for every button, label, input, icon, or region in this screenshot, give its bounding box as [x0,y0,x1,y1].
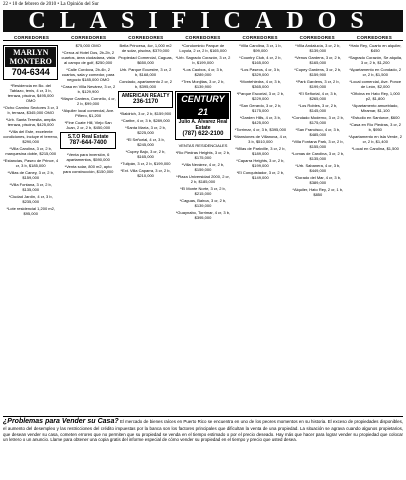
listing-item: *Urb. Santa Teresita, amplia terraza, piscina, $425,000 [5,117,56,127]
section-label: CORREDORES [3,34,60,41]
listing-item: *Sagrado Corazón, Se alquila, 3 cr, 2 b, $1,200 [348,55,403,65]
listing-item: *Mansiones de Villanova, 4 cr, 3 b, $510,000 [233,134,288,144]
listing-item: Condado, apartamento 2 cr, 2 b, $395,000 [119,79,173,89]
section-label: CORREDORES [117,34,174,41]
column-5 [233,43,288,413]
listing-item: *El Monte Norte, 3 cr, 2 b, $215,000 [180,186,226,196]
listing-item: *Calle Cordova, 2b-4b, 2 cuartos, sala y comedor, para negocio $185,000 OMO [61,67,115,82]
listing-item: *Parque Escorial, 3 cr, 2 b, $229,000 [236,91,285,101]
listing-item: *Los Caobos, 4 cr, 3 b, $289,000 [182,67,224,77]
column-2 [60,43,115,413]
listing-item: Urb. Parque Ecuestre, 3 cr, 2 b, $168,000 [119,67,172,77]
listing-item: *Venta solar, 800 m2, apto para construcción, $150,000 [62,164,114,174]
sto-real-estate-ad [60,132,115,149]
listing-item: *San Gerardo, 3 cr, 2 b, $175,000 [239,103,282,113]
listing-item: *Villa Carolina, 3 cr, 2 b, marquesina doble, $215,000 [5,146,57,156]
listing-item: *Caparra Heights, 3 cr, 2 b, $199,000 [236,158,285,168]
listing-item: *El Conquistador, 3 cr, 2 b, $149,000 [236,170,285,180]
listing-item: *Montehiedra, 4 cr, 3 b, $365,000 [239,79,282,89]
listing-item: *Villas de Parkville, 3 cr, 2 b, $189,000 [235,146,286,156]
ad-title: S.T.O Real Estate [67,134,109,140]
listing-item: *Alquiler, Hato Rey, 2 cr, 1 b, $850 [292,187,344,197]
listing-item: *Urb. Sabanera, 4 cr, 3 b, $449,000 [295,163,341,173]
section-label: CORREDORES [289,34,346,41]
listing-item: *Villa Fontana Park, 3 cr, 2 b, $155,000 [291,139,344,149]
listing-item: *Country Club, 4 cr, 2 b, $165,000 [239,55,282,65]
footer-title: ¿Problemas para Vender su Casa? [3,418,119,425]
listing-item: *Apartamento en Isla Verde, 2 cr, 2 b, $1,400 [348,134,402,144]
section-label: CORREDORES [174,34,231,41]
section-label: CORREDORES [346,34,403,41]
listing-item: *Cupey Bajo, 3 cr, 2 b, $165,000 [125,149,166,159]
listing-item: *Tres Monjitas, 3 cr, 2 b, $139,900 [181,79,225,89]
listing-item: *Park Gardens, 3 cr, 2 b, $199,000 [295,79,340,89]
listing-item: *Villa Carolina, 3 cr, 1 b, $99,000 [239,43,282,53]
american-realty-ad [118,91,173,108]
listing-item: *Los Robles, 3 cr, 2 b, $145,000 [298,103,338,113]
ad-phone: 787-644-7400 [69,140,107,146]
section-heading: VENTAS RESIDENCIALES [178,143,228,148]
agency-logo: MARLYN MONTERO [5,47,56,67]
listing-item: *Estudio en Santurce, $600 [350,115,400,120]
listing-item: *Dorado del Mar, 4 cr, 3 b, $389,000 [294,175,342,185]
listing-item: *Venus Gardens, 3 cr, 2 b, $165,000 [294,55,342,65]
listing-item: *Lote residencial 1,200 m2, $95,000 [6,206,55,216]
listing-item: *Alquiler local comercial, Ave. Piñero, $1,200 [61,108,115,118]
listing-item: *Villa Fontana, 3 cr, 2 b, $135,000 [9,182,52,192]
banner-title: CLASIFICADOS [28,10,378,32]
listing-item: *Fine Cuate Hill, Viejo San Juan, 2 cr, 2 b, $450,000 [64,120,112,130]
column-3 [118,43,173,413]
listing-item: *Ext. Villa Caparra, 3 cr, 2 b, $210,000 [120,168,171,178]
listing-item: *Rio Piedras Heights, 3 cr, 2 b, $175,000 [175,150,231,160]
listing-item: *Condominio Parque de Loyola, 2 cr, 2 b, $165,000 [179,43,227,53]
column-6 [290,43,345,413]
section-label-bar [3,34,403,41]
century-21-ad [175,91,230,140]
listing-item: *Local comercial, Ave. Ponce de León, $2,000 [349,79,402,89]
ad-title: AMERICAN REALTY [121,93,170,99]
listing-item: *Ocho Camino Sectores 3 cr, 3 b, terraza, $345,000 OMO [3,105,59,115]
section-label: CORREDORES [60,34,117,41]
ad-phone: 236-1170 [133,99,159,105]
listing-item: *Caguas, Bairoa, 3 cr, 2 b, $139,000 [179,198,227,208]
listing-item: *Torrimar, 4 cr, 3 b, $395,000 [234,127,287,132]
listing-item: $75,000 OMO [75,43,101,48]
ad-phone: (787) 622-2100 [182,131,224,137]
listing-item: *Ciudad Jardín, 4 cr, 3 b, $235,000 [8,194,53,204]
listing-item: *Hato Rey, Cuarto en alquiler, $450 [348,43,402,53]
listing-item: *Venta para inversión, 6 apartamentos, $590,000 [66,152,110,162]
listing-item: *Residencia en Bo. del Tablazo, tenis, 4 cr, 3 b, terraza, piscina, $495,000 OMO [7,83,54,103]
listing-item: *Casa en Río Piedras, 3 cr, 2 b, $950 [349,122,402,132]
listing-item: *Villa Nevárez, 4 cr, 2 b, $159,000 [181,162,225,172]
listing-item: *Villa del Este, excelente condiciones, incluye el terreno, $290,000 [3,129,59,144]
listing-item: *Lomas de Carolina, 3 cr, 2 b, $135,000 [291,151,345,161]
marlyn-montero-ad [3,45,58,80]
listing-item: *Garden Hills, 4 cr, 3 b, $425,000 [239,115,281,125]
section-label: CORREDORES [232,34,289,41]
classifieds-banner [3,10,403,32]
ad-office: Julio A. Alvarez Real Estate [178,119,228,131]
listing-item: *Santa María, 3 cr, 2 b, $225,000 [125,125,167,135]
listing-item: *Baldrich, 3 cr, 2 b, $159,900 [119,111,172,116]
listing-item: *Cupey Gardens, 3 cr, 2 b, $159,900 [294,67,342,77]
listing-item: *Mayor Cantera, Cornelio, 4 cr, 2 b, $99,000 [60,96,116,106]
listing-item: *San Francisco, 4 cr, 3 b, $485,000 [295,127,341,137]
listing-item: *Villas de Caney, 3 cr, 2 b, $159,000 [7,170,54,180]
listing-item: Propiedad Comercial, Caguas, $650,000 [118,55,173,65]
listing-item: *El Señorial, 4 cr, 3 b, $245,000 [126,137,165,147]
footer-text: El mercado de bienes raíces en Puerto Rico se encuentra en uno de los peores momentos en su historia. El exceso de propiedades disponibles, el aumento del desempleo y las restricciones del crédito impuestas por la banca son los factores principales que dificultan la venta de una propiedad. La situación se agrava cuando algunos propietarios, que desean vender su casa, cometen errores que no permiten que su propiedad se venda en el tiempo estimado o por el precio deseado. Hay más que hacer para lograr vender su propiedad que colocar un letrero o un anuncio. Llame para obtener una copia gratis del informe especial de cómo vender su propiedad en el tiempo y precio que usted desea. [3,419,403,443]
listing-item: *El Señorial, 4 cr, 3 b, $265,000 [298,91,338,101]
footer-article [3,416,403,478]
column-7 [348,43,403,413]
listing-item: *Apartamento en Condado, 2 cr, 2 b, $1,500 [349,67,402,77]
listing-item: *Tulipán, 3 cr, 2 b, $199,000 [120,161,171,166]
listing-item: *Cerca al Hotel Dos, 2b-2b, 2 cuartos, área ciudadana, vista al campo de golf, $250,000 [61,50,115,65]
column-1 [3,43,58,413]
listing-item: *Guaynabo, Torrimar, 4 cr, 3 b, $395,000 [175,210,231,220]
classified-columns [3,43,403,413]
listing-item: *Apartamento amueblado, Miramar, $1,100 [352,103,399,113]
ad-phone: 704-6344 [11,67,50,77]
listing-item: *Estancias, Paseo de Prince, 4 cr, 3 b, $185,000 [3,158,59,168]
century-21-logo: CENTURY 21 [177,93,228,119]
listing-item: *Condado Moderno, 3 cr, 2 b, $175,000 [291,115,344,125]
listing-item: *Los Paseos, 4 cr, 3 b, $329,000 [240,67,281,77]
listing-item: *Caribe, 4 cr, 3 b, $289,000 [121,118,170,123]
page-header: 22 • 10 de febrero de 2010 • La Opinión del Sur [3,2,99,7]
listing-item: *Urb. Sagrado Corazón, 3 cr, 2 b, $199,000 [175,55,231,65]
listing-item: *Villa Andalucía, 3 cr, 2 b, $139,000 [295,43,341,53]
column-4 [175,43,230,413]
listing-item: *Casa en Villa Nevárez, 3 cr, 2 b, $129,900 [61,84,116,94]
listing-item: *Oficina en Hato Rey, 1,000 p2, $1,800 [350,91,400,101]
listing-item: *Plaza Universidad 2000, 2 cr, 2 b, $185,000 [176,174,230,184]
listing-item: Bella Princesa, 4cr, 1,000 m2 de solar, piscina, $379,000 [119,43,172,53]
listing-item: *Local en Carolina, $1,500 [351,146,399,151]
